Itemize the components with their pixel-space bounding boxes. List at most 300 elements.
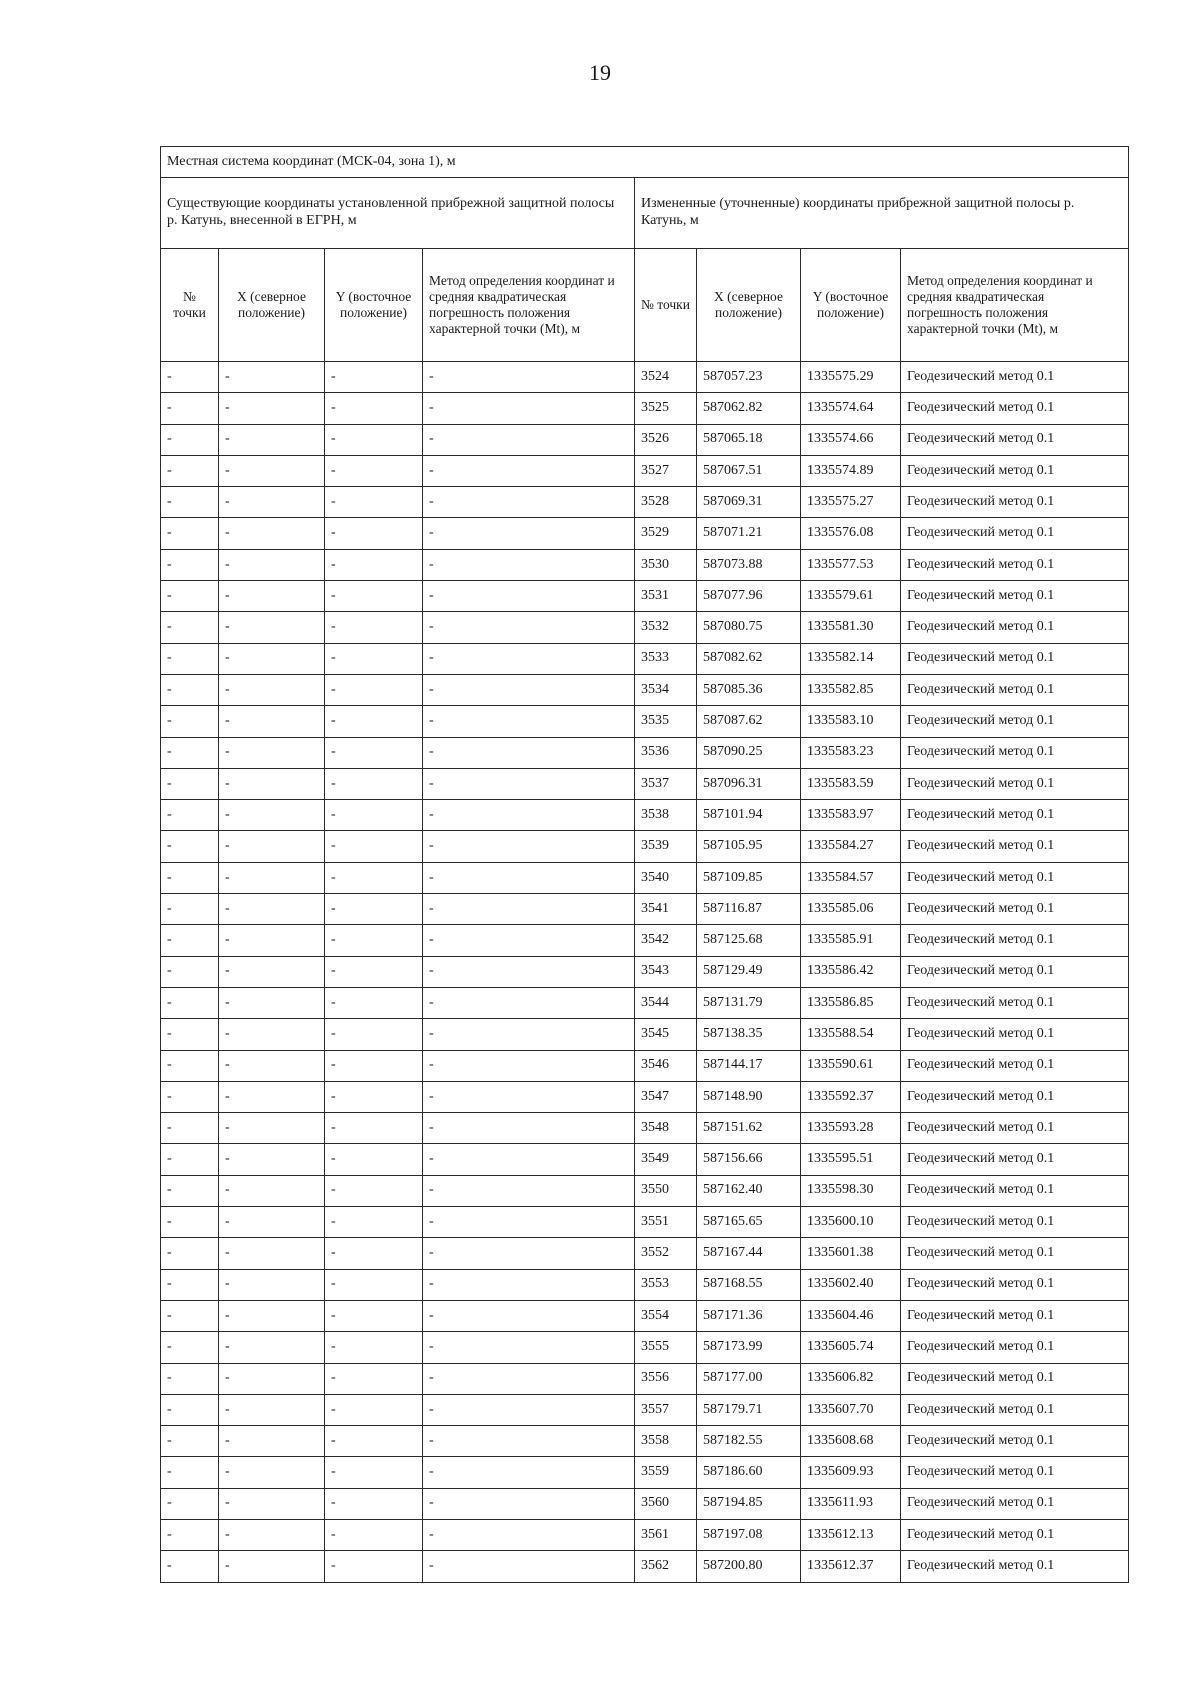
old-method-cell: - bbox=[423, 1332, 635, 1363]
old-x-cell: - bbox=[219, 581, 325, 612]
x-cell: 587151.62 bbox=[697, 1113, 801, 1144]
old-method-cell: - bbox=[423, 1207, 635, 1238]
old-x-cell: - bbox=[219, 643, 325, 674]
old-x-cell: - bbox=[219, 706, 325, 737]
table-row bbox=[161, 1551, 1129, 1582]
table-row bbox=[161, 1394, 1129, 1425]
coordinate-system-label: Местная система координат (МСК-04, зона 1), м bbox=[161, 147, 1129, 178]
point-no-cell: 3525 bbox=[635, 393, 697, 424]
old-x-cell: - bbox=[219, 1363, 325, 1394]
table-row bbox=[161, 424, 1129, 455]
old-y-cell: - bbox=[325, 831, 423, 862]
table-row bbox=[161, 1300, 1129, 1331]
x-cell: 587065.18 bbox=[697, 424, 801, 455]
table-row bbox=[161, 925, 1129, 956]
old-y-cell: - bbox=[325, 1488, 423, 1519]
old-y-cell: - bbox=[325, 894, 423, 925]
col-header-method-new: Метод определения координат и средняя квадратическая погрешность положения характерной точки (Mt), м bbox=[901, 249, 1129, 362]
old-point-no-cell: - bbox=[161, 1394, 219, 1425]
old-x-cell: - bbox=[219, 549, 325, 580]
table-row bbox=[161, 1081, 1129, 1112]
point-no-cell: 3534 bbox=[635, 674, 697, 705]
y-cell: 1335595.51 bbox=[801, 1144, 901, 1175]
table-row bbox=[161, 643, 1129, 674]
point-no-cell: 3547 bbox=[635, 1081, 697, 1112]
x-cell: 587179.71 bbox=[697, 1394, 801, 1425]
old-y-cell: - bbox=[325, 800, 423, 831]
y-cell: 1335612.13 bbox=[801, 1519, 901, 1550]
old-point-no-cell: - bbox=[161, 674, 219, 705]
method-cell: Геодезический метод 0.1 bbox=[901, 1113, 1129, 1144]
point-no-cell: 3554 bbox=[635, 1300, 697, 1331]
method-cell: Геодезический метод 0.1 bbox=[901, 424, 1129, 455]
old-method-cell: - bbox=[423, 393, 635, 424]
old-x-cell: - bbox=[219, 455, 325, 486]
x-cell: 587073.88 bbox=[697, 549, 801, 580]
old-method-cell: - bbox=[423, 643, 635, 674]
x-cell: 587165.65 bbox=[697, 1207, 801, 1238]
y-cell: 1335584.57 bbox=[801, 862, 901, 893]
method-cell: Геодезический метод 0.1 bbox=[901, 800, 1129, 831]
old-y-cell: - bbox=[325, 1519, 423, 1550]
y-cell: 1335575.27 bbox=[801, 487, 901, 518]
method-cell: Геодезический метод 0.1 bbox=[901, 1426, 1129, 1457]
y-cell: 1335609.93 bbox=[801, 1457, 901, 1488]
col-header-method: Метод определения координат и средняя квадратическая погрешность положения характерной точки (Mt), м bbox=[423, 249, 635, 362]
point-no-cell: 3539 bbox=[635, 831, 697, 862]
y-cell: 1335581.30 bbox=[801, 612, 901, 643]
x-cell: 587116.87 bbox=[697, 894, 801, 925]
table-row bbox=[161, 987, 1129, 1018]
y-cell: 1335592.37 bbox=[801, 1081, 901, 1112]
table-row bbox=[161, 674, 1129, 705]
old-method-cell: - bbox=[423, 1519, 635, 1550]
y-cell: 1335600.10 bbox=[801, 1207, 901, 1238]
old-method-cell: - bbox=[423, 1019, 635, 1050]
method-cell: Геодезический метод 0.1 bbox=[901, 737, 1129, 768]
point-no-cell: 3545 bbox=[635, 1019, 697, 1050]
old-point-no-cell: - bbox=[161, 393, 219, 424]
y-cell: 1335574.89 bbox=[801, 455, 901, 486]
method-cell: Геодезический метод 0.1 bbox=[901, 987, 1129, 1018]
y-cell: 1335583.10 bbox=[801, 706, 901, 737]
old-point-no-cell: - bbox=[161, 800, 219, 831]
x-cell: 587109.85 bbox=[697, 862, 801, 893]
old-method-cell: - bbox=[423, 581, 635, 612]
table-row bbox=[161, 1207, 1129, 1238]
old-y-cell: - bbox=[325, 1081, 423, 1112]
x-cell: 587177.00 bbox=[697, 1363, 801, 1394]
old-method-cell: - bbox=[423, 1175, 635, 1206]
point-no-cell: 3528 bbox=[635, 487, 697, 518]
old-method-cell: - bbox=[423, 1488, 635, 1519]
old-y-cell: - bbox=[325, 1050, 423, 1081]
x-cell: 587197.08 bbox=[697, 1519, 801, 1550]
table-row bbox=[161, 1238, 1129, 1269]
old-method-cell: - bbox=[423, 800, 635, 831]
old-method-cell: - bbox=[423, 455, 635, 486]
method-cell: Геодезический метод 0.1 bbox=[901, 1207, 1129, 1238]
old-method-cell: - bbox=[423, 768, 635, 799]
old-x-cell: - bbox=[219, 894, 325, 925]
old-method-cell: - bbox=[423, 737, 635, 768]
old-x-cell: - bbox=[219, 831, 325, 862]
old-method-cell: - bbox=[423, 706, 635, 737]
point-no-cell: 3544 bbox=[635, 987, 697, 1018]
method-cell: Геодезический метод 0.1 bbox=[901, 643, 1129, 674]
col-header-x: X (северное положение) bbox=[219, 249, 325, 362]
col-header-x-new: X (северное положение) bbox=[697, 249, 801, 362]
method-cell: Геодезический метод 0.1 bbox=[901, 956, 1129, 987]
table-row bbox=[161, 1019, 1129, 1050]
table-row bbox=[161, 518, 1129, 549]
old-y-cell: - bbox=[325, 549, 423, 580]
point-no-cell: 3538 bbox=[635, 800, 697, 831]
old-y-cell: - bbox=[325, 362, 423, 393]
old-x-cell: - bbox=[219, 518, 325, 549]
method-cell: Геодезический метод 0.1 bbox=[901, 1519, 1129, 1550]
old-x-cell: - bbox=[219, 1332, 325, 1363]
old-x-cell: - bbox=[219, 1019, 325, 1050]
point-no-cell: 3550 bbox=[635, 1175, 697, 1206]
old-y-cell: - bbox=[325, 1019, 423, 1050]
y-cell: 1335584.27 bbox=[801, 831, 901, 862]
x-cell: 587101.94 bbox=[697, 800, 801, 831]
x-cell: 587156.66 bbox=[697, 1144, 801, 1175]
x-cell: 587168.55 bbox=[697, 1269, 801, 1300]
old-method-cell: - bbox=[423, 987, 635, 1018]
old-method-cell: - bbox=[423, 674, 635, 705]
x-cell: 587171.36 bbox=[697, 1300, 801, 1331]
y-cell: 1335585.06 bbox=[801, 894, 901, 925]
point-no-cell: 3524 bbox=[635, 362, 697, 393]
y-cell: 1335605.74 bbox=[801, 1332, 901, 1363]
x-cell: 587105.95 bbox=[697, 831, 801, 862]
old-x-cell: - bbox=[219, 1269, 325, 1300]
table-row bbox=[161, 1519, 1129, 1550]
y-cell: 1335582.14 bbox=[801, 643, 901, 674]
point-no-cell: 3555 bbox=[635, 1332, 697, 1363]
old-y-cell: - bbox=[325, 424, 423, 455]
old-y-cell: - bbox=[325, 1300, 423, 1331]
x-cell: 587138.35 bbox=[697, 1019, 801, 1050]
x-cell: 587194.85 bbox=[697, 1488, 801, 1519]
old-method-cell: - bbox=[423, 1144, 635, 1175]
page-number: 19 bbox=[589, 60, 611, 85]
old-x-cell: - bbox=[219, 1207, 325, 1238]
old-y-cell: - bbox=[325, 674, 423, 705]
method-cell: Геодезический метод 0.1 bbox=[901, 1144, 1129, 1175]
old-x-cell: - bbox=[219, 1113, 325, 1144]
method-cell: Геодезический метод 0.1 bbox=[901, 1551, 1129, 1582]
method-cell: Геодезический метод 0.1 bbox=[901, 706, 1129, 737]
point-no-cell: 3553 bbox=[635, 1269, 697, 1300]
old-x-cell: - bbox=[219, 487, 325, 518]
point-no-cell: 3543 bbox=[635, 956, 697, 987]
y-cell: 1335576.08 bbox=[801, 518, 901, 549]
x-cell: 587125.68 bbox=[697, 925, 801, 956]
y-cell: 1335586.42 bbox=[801, 956, 901, 987]
old-x-cell: - bbox=[219, 956, 325, 987]
old-method-cell: - bbox=[423, 894, 635, 925]
old-x-cell: - bbox=[219, 737, 325, 768]
old-y-cell: - bbox=[325, 706, 423, 737]
y-cell: 1335612.37 bbox=[801, 1551, 901, 1582]
old-x-cell: - bbox=[219, 862, 325, 893]
table-row bbox=[161, 1050, 1129, 1081]
y-cell: 1335586.85 bbox=[801, 987, 901, 1018]
old-point-no-cell: - bbox=[161, 1457, 219, 1488]
changed-coordinates-header: Измененные (уточненные) координаты прибрежной защитной полосы р. Катунь, м bbox=[635, 178, 1129, 249]
old-x-cell: - bbox=[219, 424, 325, 455]
point-no-cell: 3546 bbox=[635, 1050, 697, 1081]
old-y-cell: - bbox=[325, 518, 423, 549]
col-header-point-no-new: № точки bbox=[635, 249, 697, 362]
method-cell: Геодезический метод 0.1 bbox=[901, 1457, 1129, 1488]
old-method-cell: - bbox=[423, 549, 635, 580]
method-cell: Геодезический метод 0.1 bbox=[901, 455, 1129, 486]
method-cell: Геодезический метод 0.1 bbox=[901, 549, 1129, 580]
old-point-no-cell: - bbox=[161, 831, 219, 862]
old-x-cell: - bbox=[219, 1144, 325, 1175]
old-x-cell: - bbox=[219, 674, 325, 705]
x-cell: 587071.21 bbox=[697, 518, 801, 549]
old-x-cell: - bbox=[219, 1488, 325, 1519]
method-cell: Геодезический метод 0.1 bbox=[901, 1081, 1129, 1112]
old-x-cell: - bbox=[219, 1394, 325, 1425]
x-cell: 587148.90 bbox=[697, 1081, 801, 1112]
table-row bbox=[161, 581, 1129, 612]
x-cell: 587077.96 bbox=[697, 581, 801, 612]
method-cell: Геодезический метод 0.1 bbox=[901, 1269, 1129, 1300]
old-y-cell: - bbox=[325, 1363, 423, 1394]
x-cell: 587057.23 bbox=[697, 362, 801, 393]
old-method-cell: - bbox=[423, 1457, 635, 1488]
table-row bbox=[161, 1144, 1129, 1175]
col-header-point-no: № точки bbox=[161, 249, 219, 362]
point-no-cell: 3562 bbox=[635, 1551, 697, 1582]
point-no-cell: 3556 bbox=[635, 1363, 697, 1394]
point-no-cell: 3533 bbox=[635, 643, 697, 674]
method-cell: Геодезический метод 0.1 bbox=[901, 768, 1129, 799]
old-y-cell: - bbox=[325, 581, 423, 612]
table-row bbox=[161, 1426, 1129, 1457]
table-row bbox=[161, 862, 1129, 893]
y-cell: 1335579.61 bbox=[801, 581, 901, 612]
point-no-cell: 3535 bbox=[635, 706, 697, 737]
point-no-cell: 3552 bbox=[635, 1238, 697, 1269]
point-no-cell: 3529 bbox=[635, 518, 697, 549]
x-cell: 587069.31 bbox=[697, 487, 801, 518]
method-cell: Геодезический метод 0.1 bbox=[901, 393, 1129, 424]
old-point-no-cell: - bbox=[161, 1269, 219, 1300]
old-point-no-cell: - bbox=[161, 768, 219, 799]
old-method-cell: - bbox=[423, 1238, 635, 1269]
table-row bbox=[161, 1457, 1129, 1488]
point-no-cell: 3537 bbox=[635, 768, 697, 799]
old-y-cell: - bbox=[325, 768, 423, 799]
old-method-cell: - bbox=[423, 925, 635, 956]
old-y-cell: - bbox=[325, 1551, 423, 1582]
point-no-cell: 3530 bbox=[635, 549, 697, 580]
old-point-no-cell: - bbox=[161, 1144, 219, 1175]
old-point-no-cell: - bbox=[161, 1238, 219, 1269]
table-row bbox=[161, 737, 1129, 768]
point-no-cell: 3559 bbox=[635, 1457, 697, 1488]
old-y-cell: - bbox=[325, 1238, 423, 1269]
old-point-no-cell: - bbox=[161, 612, 219, 643]
method-cell: Геодезический метод 0.1 bbox=[901, 1238, 1129, 1269]
old-y-cell: - bbox=[325, 925, 423, 956]
method-cell: Геодезический метод 0.1 bbox=[901, 1363, 1129, 1394]
old-point-no-cell: - bbox=[161, 362, 219, 393]
point-no-cell: 3542 bbox=[635, 925, 697, 956]
old-x-cell: - bbox=[219, 362, 325, 393]
table-row bbox=[161, 362, 1129, 393]
old-y-cell: - bbox=[325, 455, 423, 486]
old-x-cell: - bbox=[219, 1300, 325, 1331]
method-cell: Геодезический метод 0.1 bbox=[901, 1019, 1129, 1050]
old-y-cell: - bbox=[325, 1175, 423, 1206]
old-point-no-cell: - bbox=[161, 1519, 219, 1550]
point-no-cell: 3558 bbox=[635, 1426, 697, 1457]
old-point-no-cell: - bbox=[161, 1551, 219, 1582]
old-y-cell: - bbox=[325, 1207, 423, 1238]
method-cell: Геодезический метод 0.1 bbox=[901, 1332, 1129, 1363]
table-row bbox=[161, 487, 1129, 518]
y-cell: 1335606.82 bbox=[801, 1363, 901, 1394]
col-header-y-new: Y (восточное положение) bbox=[801, 249, 901, 362]
old-point-no-cell: - bbox=[161, 487, 219, 518]
point-no-cell: 3531 bbox=[635, 581, 697, 612]
old-point-no-cell: - bbox=[161, 424, 219, 455]
old-x-cell: - bbox=[219, 1551, 325, 1582]
old-y-cell: - bbox=[325, 1269, 423, 1300]
table-row bbox=[161, 768, 1129, 799]
method-cell: Геодезический метод 0.1 bbox=[901, 1050, 1129, 1081]
x-cell: 587067.51 bbox=[697, 455, 801, 486]
old-point-no-cell: - bbox=[161, 894, 219, 925]
method-cell: Геодезический метод 0.1 bbox=[901, 925, 1129, 956]
old-y-cell: - bbox=[325, 1113, 423, 1144]
x-cell: 587082.62 bbox=[697, 643, 801, 674]
y-cell: 1335607.70 bbox=[801, 1394, 901, 1425]
table-row bbox=[161, 1113, 1129, 1144]
old-x-cell: - bbox=[219, 1175, 325, 1206]
method-cell: Геодезический метод 0.1 bbox=[901, 894, 1129, 925]
old-point-no-cell: - bbox=[161, 862, 219, 893]
x-cell: 587087.62 bbox=[697, 706, 801, 737]
old-x-cell: - bbox=[219, 800, 325, 831]
old-x-cell: - bbox=[219, 987, 325, 1018]
point-no-cell: 3540 bbox=[635, 862, 697, 893]
table-row bbox=[161, 1175, 1129, 1206]
y-cell: 1335598.30 bbox=[801, 1175, 901, 1206]
old-method-cell: - bbox=[423, 1551, 635, 1582]
x-cell: 587162.40 bbox=[697, 1175, 801, 1206]
old-point-no-cell: - bbox=[161, 643, 219, 674]
y-cell: 1335590.61 bbox=[801, 1050, 901, 1081]
old-point-no-cell: - bbox=[161, 455, 219, 486]
old-method-cell: - bbox=[423, 1300, 635, 1331]
old-x-cell: - bbox=[219, 1050, 325, 1081]
y-cell: 1335583.59 bbox=[801, 768, 901, 799]
x-cell: 587144.17 bbox=[697, 1050, 801, 1081]
y-cell: 1335583.97 bbox=[801, 800, 901, 831]
old-method-cell: - bbox=[423, 1426, 635, 1457]
y-cell: 1335575.29 bbox=[801, 362, 901, 393]
old-y-cell: - bbox=[325, 487, 423, 518]
old-point-no-cell: - bbox=[161, 925, 219, 956]
x-cell: 587080.75 bbox=[697, 612, 801, 643]
method-cell: Геодезический метод 0.1 bbox=[901, 612, 1129, 643]
old-method-cell: - bbox=[423, 1113, 635, 1144]
old-point-no-cell: - bbox=[161, 1300, 219, 1331]
x-cell: 587200.80 bbox=[697, 1551, 801, 1582]
table-row bbox=[161, 831, 1129, 862]
point-no-cell: 3526 bbox=[635, 424, 697, 455]
old-y-cell: - bbox=[325, 612, 423, 643]
old-y-cell: - bbox=[325, 393, 423, 424]
point-no-cell: 3548 bbox=[635, 1113, 697, 1144]
old-x-cell: - bbox=[219, 1238, 325, 1269]
old-point-no-cell: - bbox=[161, 1207, 219, 1238]
old-x-cell: - bbox=[219, 393, 325, 424]
table-row bbox=[161, 956, 1129, 987]
old-point-no-cell: - bbox=[161, 1175, 219, 1206]
old-point-no-cell: - bbox=[161, 706, 219, 737]
old-y-cell: - bbox=[325, 1144, 423, 1175]
old-method-cell: - bbox=[423, 362, 635, 393]
method-cell: Геодезический метод 0.1 bbox=[901, 1300, 1129, 1331]
old-x-cell: - bbox=[219, 612, 325, 643]
old-method-cell: - bbox=[423, 1394, 635, 1425]
old-point-no-cell: - bbox=[161, 956, 219, 987]
method-cell: Геодезический метод 0.1 bbox=[901, 581, 1129, 612]
table-row bbox=[161, 1363, 1129, 1394]
y-cell: 1335608.68 bbox=[801, 1426, 901, 1457]
existing-coordinates-header: Существующие координаты установленной прибрежной защитной полосы р. Катунь, внесенной в ЕГРН, м bbox=[161, 178, 635, 249]
old-point-no-cell: - bbox=[161, 1426, 219, 1457]
old-method-cell: - bbox=[423, 956, 635, 987]
point-no-cell: 3551 bbox=[635, 1207, 697, 1238]
y-cell: 1335574.64 bbox=[801, 393, 901, 424]
method-cell: Геодезический метод 0.1 bbox=[901, 674, 1129, 705]
old-x-cell: - bbox=[219, 768, 325, 799]
point-no-cell: 3541 bbox=[635, 894, 697, 925]
old-y-cell: - bbox=[325, 737, 423, 768]
y-cell: 1335585.91 bbox=[801, 925, 901, 956]
old-method-cell: - bbox=[423, 1269, 635, 1300]
table-row bbox=[161, 1332, 1129, 1363]
old-x-cell: - bbox=[219, 1081, 325, 1112]
old-point-no-cell: - bbox=[161, 1019, 219, 1050]
x-cell: 587062.82 bbox=[697, 393, 801, 424]
table-row bbox=[161, 894, 1129, 925]
point-no-cell: 3557 bbox=[635, 1394, 697, 1425]
table-row bbox=[161, 1488, 1129, 1519]
old-y-cell: - bbox=[325, 987, 423, 1018]
x-cell: 587131.79 bbox=[697, 987, 801, 1018]
method-cell: Геодезический метод 0.1 bbox=[901, 1488, 1129, 1519]
old-x-cell: - bbox=[219, 1426, 325, 1457]
y-cell: 1335602.40 bbox=[801, 1269, 901, 1300]
y-cell: 1335601.38 bbox=[801, 1238, 901, 1269]
old-point-no-cell: - bbox=[161, 1332, 219, 1363]
method-cell: Геодезический метод 0.1 bbox=[901, 1394, 1129, 1425]
point-no-cell: 3560 bbox=[635, 1488, 697, 1519]
old-method-cell: - bbox=[423, 487, 635, 518]
